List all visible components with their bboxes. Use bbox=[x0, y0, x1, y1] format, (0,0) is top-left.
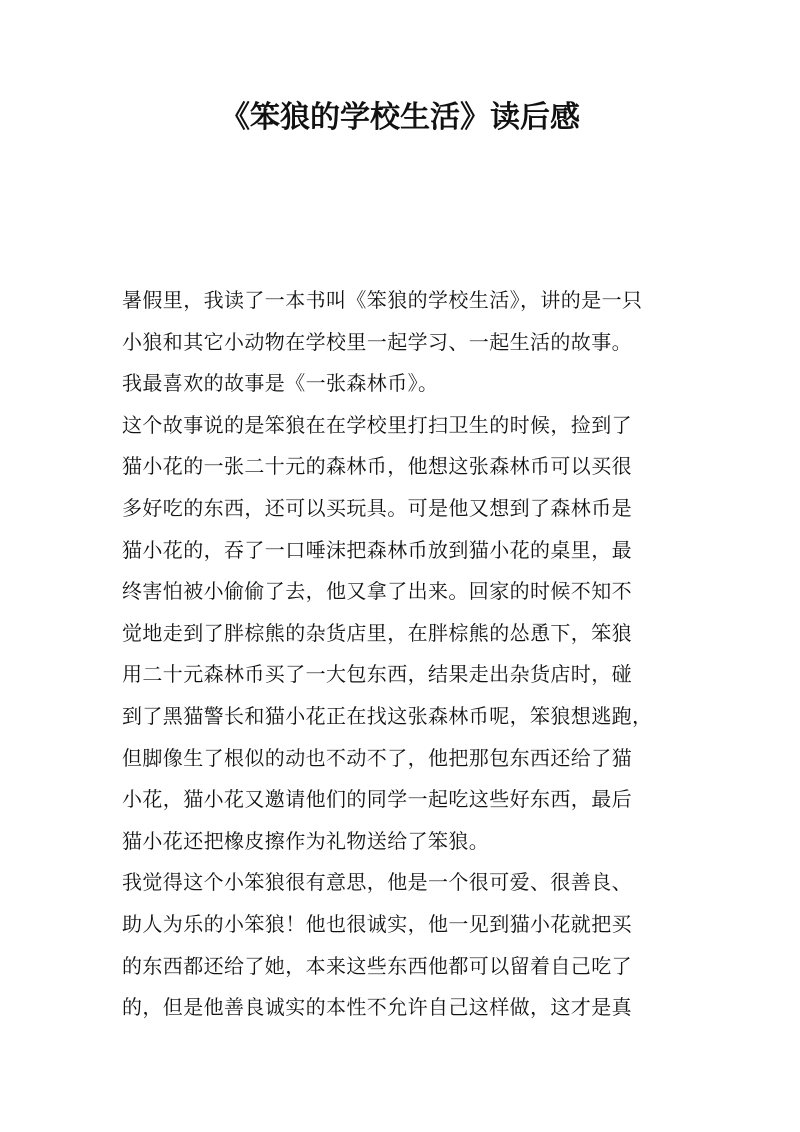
text-line: 的东西都还给了她，本来这些东西他都可以留着自己吃了 bbox=[122, 953, 632, 978]
text-line: 助人为乐的小笨狼！他也很诚实，他一见到猫小花就把买 bbox=[122, 911, 632, 936]
text-line: 到了黑猫警长和猫小花正在找这张森林币呢，笨狼想逃跑， bbox=[122, 703, 653, 728]
text-line: 暑假里，我读了一本书叫《笨狼的学校生活》，讲的是一只 bbox=[122, 288, 643, 312]
text-line: 我觉得这个小笨狼很有意思，他是一个很可爱、很善良、 bbox=[122, 870, 632, 895]
text-line: 用二十元森林币买了一大包东西，结果走出杂货店时，碰 bbox=[122, 662, 632, 687]
text-line: 多好吃的东西，还可以买玩具。可是他又想到了森林币是 bbox=[122, 495, 632, 520]
text-line: 的，但是他善良诚实的本性不允许自己这样做，这才是真 bbox=[122, 995, 632, 1020]
document-body bbox=[122, 280, 682, 1029]
text-line: 终害怕被小偷偷了去，他又拿了出来。回家的时候不知不 bbox=[122, 579, 632, 604]
text-line: 这个故事说的是笨狼在在学校里打扫卫生的时候，捡到了 bbox=[122, 412, 632, 437]
document-title: 《笨狼的学校生活》读后感 bbox=[220, 100, 580, 135]
text-line: 猫小花还把橡皮擦作为礼物送给了笨狼。 bbox=[122, 828, 490, 853]
text-line: 猫小花的一张二十元的森林币，他想这张森林币可以买很 bbox=[122, 454, 632, 479]
text-line: 但脚像生了根似的动也不动不了，他把那包东西还给了猫 bbox=[122, 745, 632, 770]
text-line: 猫小花的，吞了一口唾沫把森林币放到猫小花的桌里，最 bbox=[122, 537, 632, 562]
text-line: 觉地走到了胖棕熊的杂货店里，在胖棕熊的怂恿下，笨狼 bbox=[122, 620, 632, 645]
text-line: 小花，猫小花又邀请他们的同学一起吃这些好东西，最后 bbox=[122, 787, 632, 812]
text-line: 我最喜欢的故事是《一张森林币》。 bbox=[122, 371, 439, 396]
text-line: 小狼和其它小动物在学校里一起学习、一起生活的故事。 bbox=[122, 329, 632, 354]
